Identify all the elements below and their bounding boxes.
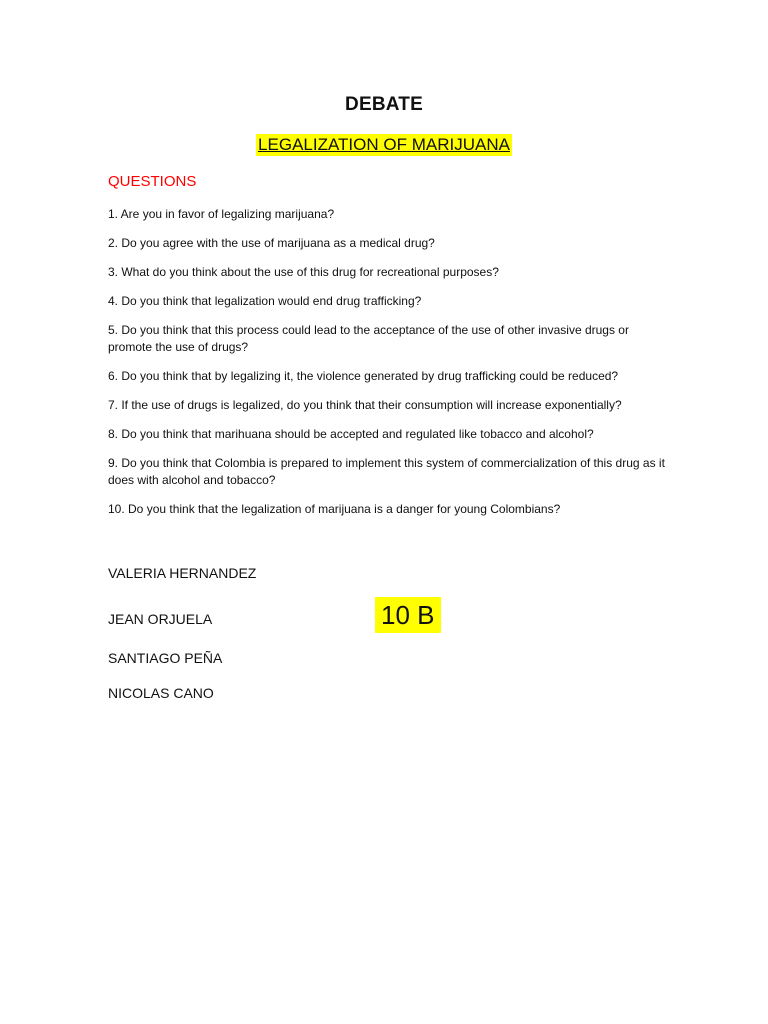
question-item: 6. Do you think that by legalizing it, the violence generated by drug trafficking could be reduced? xyxy=(108,369,619,383)
subtitle-container xyxy=(0,134,768,156)
question-item: 9. Do you think that Colombia is prepared to implement this system of commercialization of this drug as it does with alcohol and tobacco? xyxy=(108,456,665,487)
questions-list xyxy=(108,206,668,530)
question-item: 3. What do you think about the use of this drug for recreational purposes? xyxy=(108,265,499,279)
student-name: NICOLAS CANO xyxy=(108,685,214,701)
student-name: SANTIAGO PEÑA xyxy=(108,650,223,666)
document-title: DEBATE xyxy=(345,94,423,115)
grade-badge: 10 B xyxy=(375,597,441,633)
question-item: 5. Do you think that this process could lead to the acceptance of the use of other invasive drugs or promote the use of drugs? xyxy=(108,323,629,354)
question-item: 10. Do you think that the legalization of marijuana is a danger for young Colombians? xyxy=(108,502,561,516)
question-item: 7. If the use of drugs is legalized, do you think that their consumption will increase exponentially? xyxy=(108,398,622,412)
grade-container xyxy=(375,597,441,633)
student-name: VALERIA HERNANDEZ xyxy=(108,565,257,581)
questions-heading: QUESTIONS xyxy=(108,173,197,190)
question-item: 4. Do you think that legalization would end drug trafficking? xyxy=(108,294,422,308)
question-item: 1. Are you in favor of legalizing marijuana? xyxy=(108,207,335,221)
student-name: JEAN ORJUELA xyxy=(108,611,213,627)
question-item: 8. Do you think that marihuana should be accepted and regulated like tobacco and alcohol? xyxy=(108,427,594,441)
question-item: 2. Do you agree with the use of marijuana as a medical drug? xyxy=(108,236,435,250)
document-subtitle: LEGALIZATION OF MARIJUANA xyxy=(258,135,510,154)
